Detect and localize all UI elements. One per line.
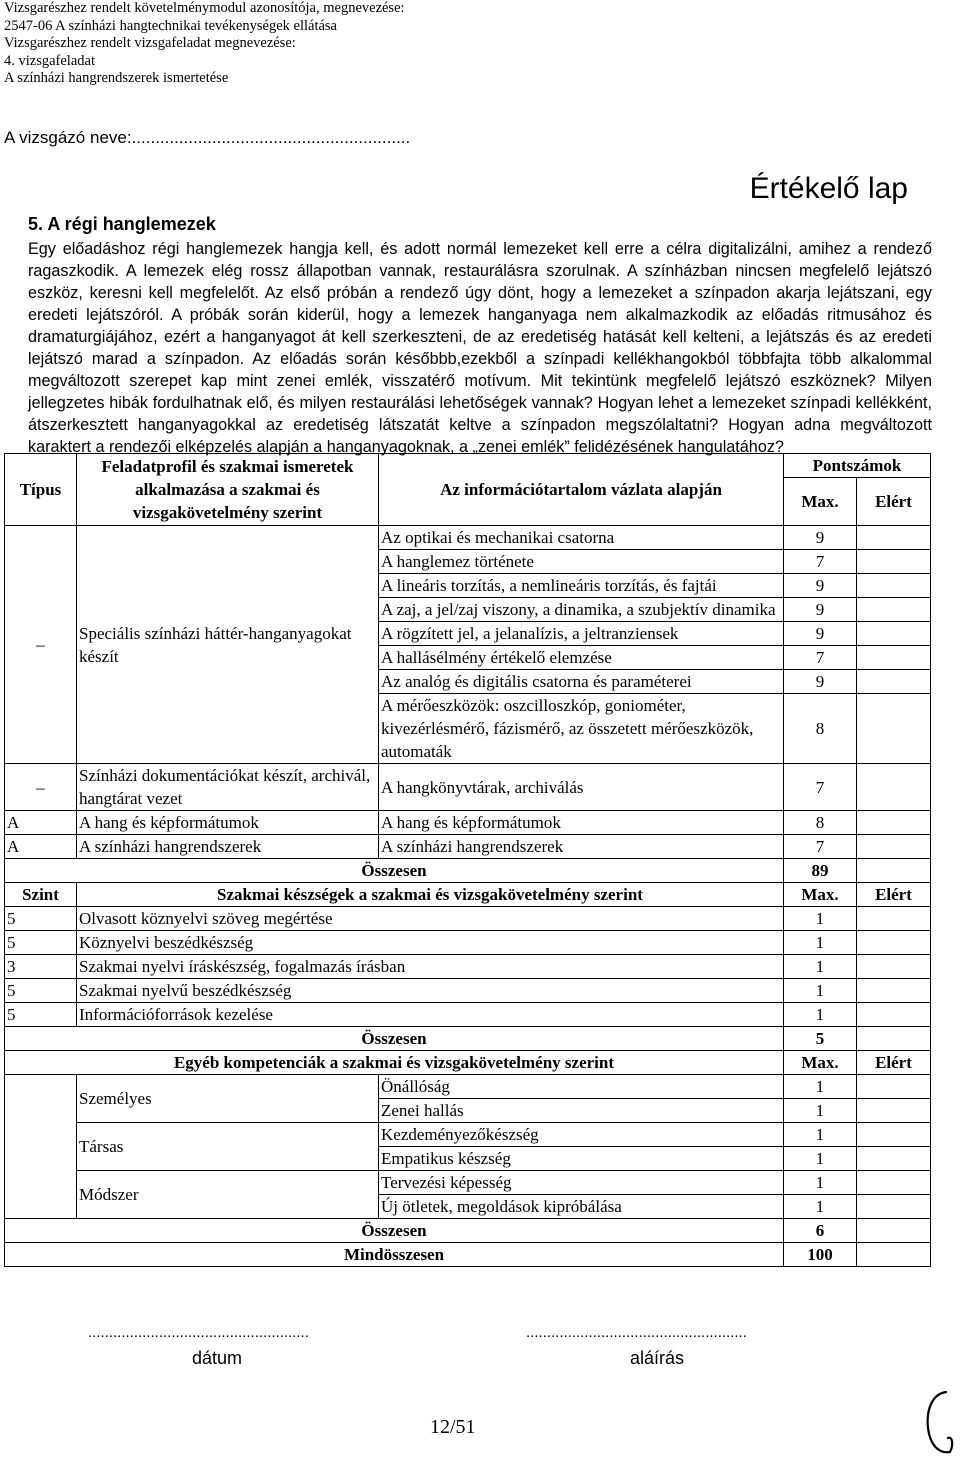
skill-level: 5 [5,931,77,955]
competencies-header-achieved: Elért [857,1051,931,1075]
skill-level: 5 [5,1003,77,1027]
row-max: 7 [784,835,857,859]
total-achieved [857,1027,931,1051]
table-row [5,1003,931,1027]
row-outline: A színházi hangrendszerek [379,835,784,859]
total-max: 6 [784,1219,857,1243]
skill-achieved [857,1003,931,1027]
task-title: 5. A régi hanglemezek [28,214,216,234]
total-row [5,1027,931,1051]
header-max: Max. [784,478,857,526]
skill-max: 1 [784,931,857,955]
competency-max: 1 [784,1099,857,1123]
total-label: Összesen [5,859,784,883]
skill-max: 1 [784,907,857,931]
row-achieved [857,526,931,550]
competency-text: Új ötletek, megoldások kipróbálása [379,1195,784,1219]
skills-header-level: Szint [5,883,77,907]
row-profile: Színházi dokumentációkat készít, archivál, hangtárat vezet [77,764,379,811]
row-achieved [857,764,931,811]
competency-group: Módszer [77,1171,379,1219]
header-line: Vizsgarészhez rendelt vizsgafeladat megnevezése: [4,35,296,51]
skill-max: 1 [784,955,857,979]
row-profile: Speciális színházi háttér-hanganyagokat készít [77,526,379,764]
header-line: Vizsgarészhez rendelt követelménymodul azonosítója, megnevezése: [4,0,405,16]
competency-achieved [857,1195,931,1219]
row-max: 9 [784,670,857,694]
row-outline: A hang és képformátumok [379,811,784,835]
skills-header-max: Max. [784,883,857,907]
row-outline: A hanglemez története [379,550,784,574]
row-outline: A hallásélmény értékelő elemzése [379,646,784,670]
row-profile: A hang és képformátumok [77,811,379,835]
skill-text: Szakmai nyelvű beszédkészség [77,979,784,1003]
competency-achieved [857,1123,931,1147]
row-max: 7 [784,764,857,811]
skill-level: 5 [5,979,77,1003]
skill-text: Köznyelvi beszédkészség [77,931,784,955]
row-achieved [857,694,931,764]
competency-achieved [857,1075,931,1099]
competency-spacer [5,1171,77,1219]
competency-achieved [857,1099,931,1123]
table-row [5,764,931,811]
competency-spacer [5,1075,77,1123]
row-profile: A színházi hangrendszerek [77,835,379,859]
table-row [5,1075,931,1099]
skill-level: 5 [5,907,77,931]
skills-header-achieved: Elért [857,883,931,907]
row-outline: A rögzített jel, a jelanalízis, a jeltranziensek [379,622,784,646]
evaluation-table [4,453,931,1267]
header-achieved: Elért [857,478,931,526]
table-row [5,955,931,979]
competency-achieved [857,1171,931,1195]
competencies-header-row [5,1051,931,1075]
table-row [5,979,931,1003]
signature-dots: ..................................................... [526,1324,747,1341]
competency-text: Kezdeményezőkészség [379,1123,784,1147]
row-type: A [5,835,77,859]
row-max: 9 [784,598,857,622]
row-outline: A hangkönyvtárak, archiválás [379,764,784,811]
competencies-header-title: Egyéb kompetenciák a szakmai és vizsgakövetelmény szerint [5,1051,784,1075]
row-type: – [5,764,77,811]
row-outline: A zaj, a jel/zaj viszony, a dinamika, a szubjektív dinamika [379,598,784,622]
table-row [5,931,931,955]
row-max: 9 [784,574,857,598]
total-label: Összesen [5,1027,784,1051]
table-row [5,835,931,859]
skill-achieved [857,979,931,1003]
total-label: Összesen [5,1219,784,1243]
examinee-name-line: A vizsgázó neve:........................................................... [4,128,411,147]
row-achieved [857,598,931,622]
table-row [5,907,931,931]
page-number: 12/51 [430,1416,476,1438]
row-max: 7 [784,550,857,574]
grand-total-label: Mindösszesen [5,1243,784,1267]
row-achieved [857,622,931,646]
row-achieved [857,646,931,670]
table-row [5,1171,931,1195]
competency-max: 1 [784,1147,857,1171]
row-max: 7 [784,646,857,670]
competency-achieved [857,1147,931,1171]
total-max: 89 [784,859,857,883]
row-achieved [857,550,931,574]
header-line: A színházi hangrendszerek ismertetése [4,70,229,86]
row-outline: Az optikai és mechanikai csatorna [379,526,784,550]
skill-achieved [857,907,931,931]
skills-header-title: Szakmai készségek a szakmai és vizsgakövetelmény szerint [77,883,784,907]
total-achieved [857,859,931,883]
row-outline: A lineáris torzítás, a nemlineáris torzítás, és fajtái [379,574,784,598]
table-row [5,1123,931,1147]
skills-header-row [5,883,931,907]
competency-max: 1 [784,1123,857,1147]
competency-text: Önállóság [379,1075,784,1099]
competency-max: 1 [784,1195,857,1219]
row-type: A [5,811,77,835]
competency-group: Társas [77,1123,379,1171]
skill-text: Olvasott köznyelvi szöveg megértése [77,907,784,931]
grand-total-max: 100 [784,1243,857,1267]
document-header [4,0,405,88]
header-line: 4. vizsgafeladat [4,52,95,69]
grand-total-row [5,1243,931,1267]
header-type: Típus [5,454,77,526]
header-profile: Feladatprofil és szakmai ismeretek alkalmazása a szakmai és vizsgakövetelmény szerint [77,454,379,526]
row-max: 9 [784,526,857,550]
grand-total-achieved [857,1243,931,1267]
row-max: 8 [784,694,857,764]
competency-text: Empatikus készség [379,1147,784,1171]
row-type: – [5,526,77,764]
handwritten-mark-icon [922,1388,956,1460]
competency-text: Zenei hallás [379,1099,784,1123]
row-outline: A mérőeszközök: oszcilloszkóp, goniométer, kivezérlésmérő, fázismérő, az összetett mérőeszközök, automaták [379,694,784,764]
table-row [5,526,931,550]
competency-spacer [5,1123,77,1171]
competency-max: 1 [784,1075,857,1099]
skill-max: 1 [784,979,857,1003]
row-outline: Az analóg és digitális csatorna és paraméterei [379,670,784,694]
competency-max: 1 [784,1171,857,1195]
table-row [5,811,931,835]
row-max: 9 [784,622,857,646]
row-achieved [857,574,931,598]
task-description: Egy előadáshoz régi hanglemezek hangja kell, és adott normál lemezeket kell erre a célra digitalizálni, amihez a rendező ragaszkodik. A lemezek elég rossz állapotban vannak, restaurálásra szorulnak. A színházban nincsen megfelelő lejátszó eszköz, keresni kell megfelelőt. Az első próbán a rendező úgy dönt, hogy a lemezeket a színpadon akarja lejátszani, egy eredeti lejátszóról. A próbák során kiderül, hogy a lemezek hanganyaga nem alkalmazkodik az előadás ritmusához és dramaturgiájához, ezért a hanganyagot át kell szerkeszteni, de az eredetiség hatását kell kelteni, a lejátszás és az eredeti lejátszó marad a színpadon. Az előadás során későbbb,ezekből a színpadi kellékhangokból többfajta több alkalommal megváltozott szerepet kap mint zenei emlék, visszatérő motívum. Mit tekintünk megfelelő lejátszó eszköznek? Milyen jellegzetes hibák fordulhatnak elő, és milyen restaurálási lehetőségek vannak? Hogyan lehet a lemezeket színpadi kellékként, átszerkesztett hanganyagokkal az eredetiség látszatát keltve a színpadon megszólaltatni? Hogyan adna megváltozott karaktert a rendezői elképzelés alapján a hanganyagoknak, a „zenei emlék” felidézésének hangulatához? [28,240,932,456]
row-achieved [857,811,931,835]
total-max: 5 [784,1027,857,1051]
date-label: dátum [192,1348,243,1368]
row-achieved [857,670,931,694]
total-row [5,859,931,883]
competency-group: Személyes [77,1075,379,1123]
total-achieved [857,1219,931,1243]
header-outline: Az információtartalom vázlata alapján [379,454,784,526]
header-points: Pontszámok [784,454,931,478]
skill-text: Szakmai nyelvi íráskészség, fogalmazás írásban [77,955,784,979]
row-achieved [857,835,931,859]
competency-text: Tervezési képesség [379,1171,784,1195]
skill-achieved [857,955,931,979]
skill-max: 1 [784,1003,857,1027]
skill-text: Információforrások kezelése [77,1003,784,1027]
header-line: 2547-06 A színházi hangtechnikai tevékenységek ellátása [4,17,337,34]
page-title: Értékelő lap [749,172,908,205]
competencies-header-max: Max. [784,1051,857,1075]
skill-achieved [857,931,931,955]
total-row [5,1219,931,1243]
signature-label: aláírás [630,1348,685,1368]
row-max: 8 [784,811,857,835]
date-dots: ..................................................... [88,1324,309,1341]
skill-level: 3 [5,955,77,979]
